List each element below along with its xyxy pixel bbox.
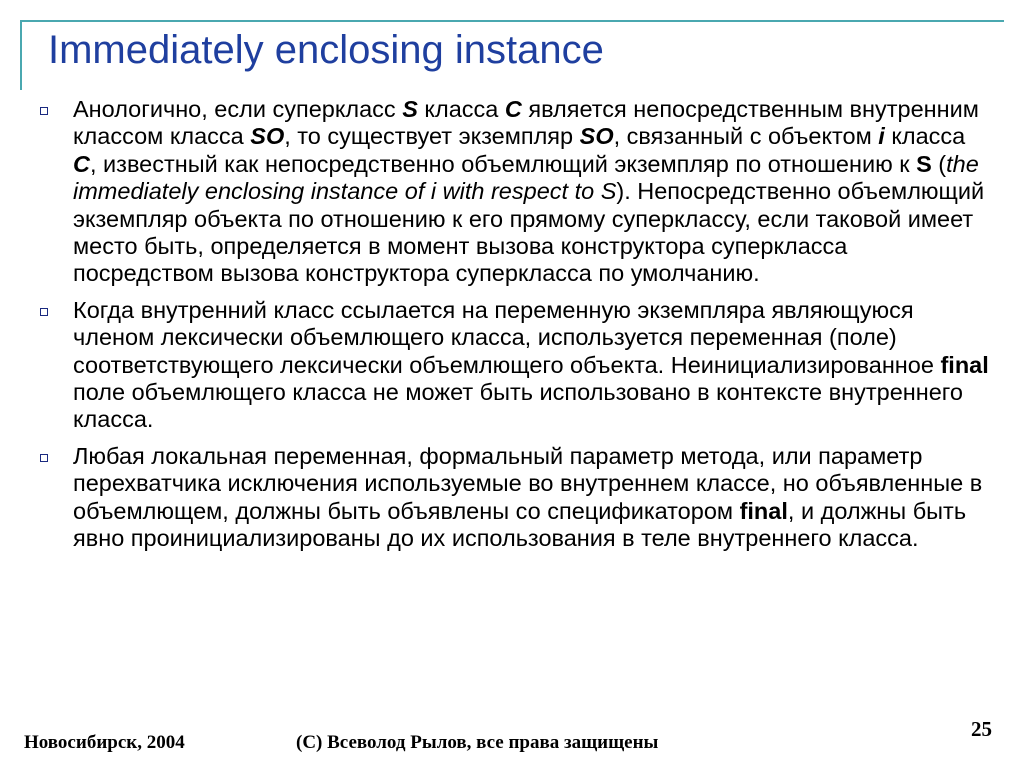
text-run: final	[739, 497, 788, 524]
footer-location: Новосибирск, 2004	[24, 732, 185, 753]
slide-content	[40, 96, 990, 562]
text-run: C	[73, 150, 90, 177]
text-run: класса	[417, 96, 505, 122]
text-run: i	[878, 123, 885, 150]
text-run: Любая локальная переменная, формальный параметр метода, или параметр перехватчика исключения используемые во внутреннем классе, но объявленные в объемлющем, должны быть объявлены со спецификатором	[73, 442, 983, 524]
bullet-item-2	[40, 297, 990, 434]
text-run: SO	[579, 123, 614, 150]
text-run: SO	[250, 123, 285, 150]
text-run: Анологично, если суперкласс	[73, 96, 403, 122]
frame-top-line	[20, 20, 1004, 22]
text-run: , известный как непосредственно объемлющий экземпляр по отношению к	[89, 150, 917, 177]
square-bullet-icon	[40, 107, 48, 115]
frame-left-line	[20, 20, 22, 90]
text-run: , связанный с объектом	[613, 123, 879, 150]
text-run: является непосредственным внутренним классом класса	[73, 96, 979, 150]
bullet-text-1	[73, 96, 990, 288]
text-run: поле объемлющего класса не может быть использовано в контексте внутреннего класса.	[73, 379, 963, 433]
text-run: , и должны быть явно проинициализированы до их использования в теле внутреннего класса.	[73, 497, 967, 552]
text-run: ). Непосредственно объемлющий экземпляр объекта по отношению к его прямому суперклассу, если таковой имеет место быть, определяется в момент вызова конструктора суперкласса посредством вызова конструктора суперкласса по умолчанию.	[73, 178, 985, 287]
text-run: , то существует экземпляр	[284, 123, 580, 150]
text-run: final	[940, 351, 989, 378]
text-run: C	[504, 96, 522, 122]
bullet-item-3	[40, 443, 990, 553]
text-run: (	[931, 150, 947, 177]
square-bullet-icon	[40, 454, 48, 462]
text-run: the immediately enclosing instance of i with respect to S	[73, 150, 979, 205]
bullet-text-2	[73, 297, 990, 434]
bullet-text-3	[73, 443, 990, 553]
footer-copyright: (C) Всеволод Рылов, все права защищены	[296, 732, 659, 753]
text-run: класса	[884, 123, 966, 150]
square-bullet-icon	[40, 308, 48, 316]
bullet-item-1	[40, 96, 990, 288]
page-number: 25	[971, 717, 992, 741]
text-run: S	[402, 96, 418, 122]
text-run: Когда внутренний класс ссылается на переменную экземпляра являющуюся членом лексически объемлющего класса, используется переменная (поле) соответствующего лексически объемлющего объекта. Неинициализированное	[73, 296, 941, 378]
slide-title: Immediately enclosing instance	[48, 28, 604, 72]
text-run: S	[916, 150, 932, 177]
